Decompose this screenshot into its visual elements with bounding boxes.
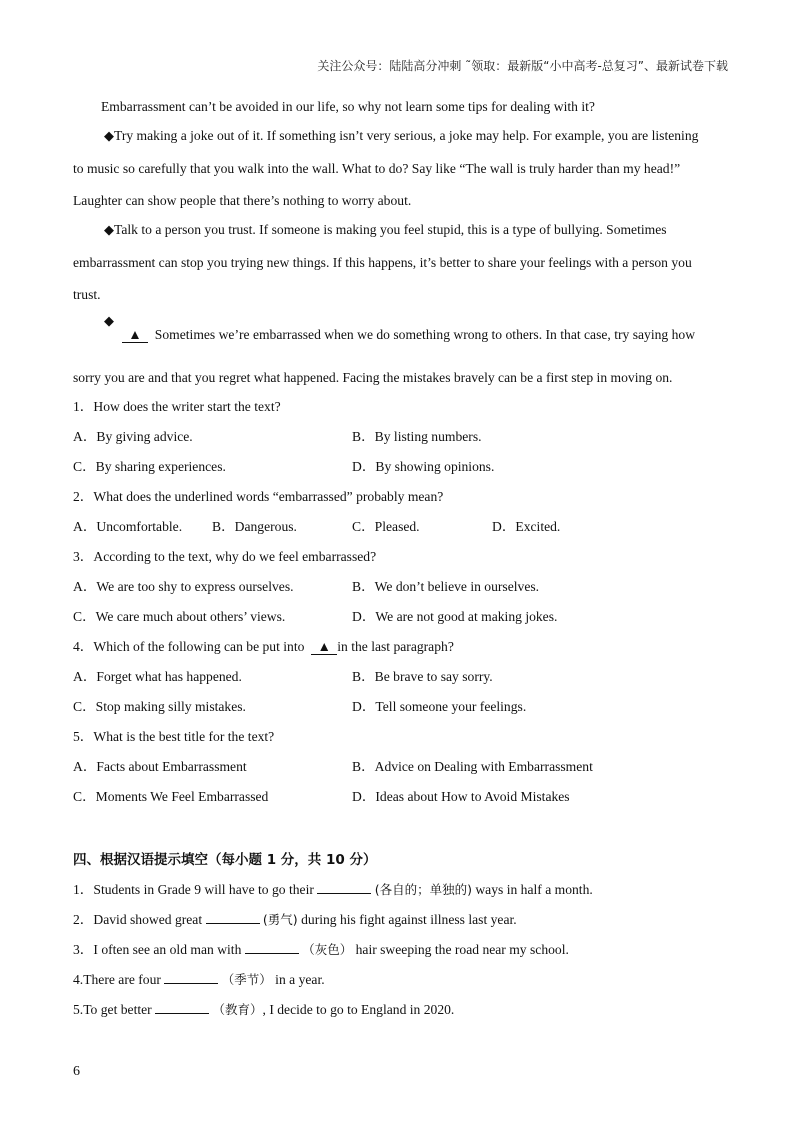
question-4-option-d: D．Tell someone your feelings. bbox=[352, 699, 527, 714]
tip-2-line-1 bbox=[104, 223, 667, 237]
fill-item-text: 1．Students in Grade 9 will have to go their bbox=[73, 882, 314, 897]
question-4-stem-end: in the last paragraph? bbox=[337, 639, 454, 654]
tip-1-line-2: to music so carefully that you walk into the wall. What to do? Say like “The wall is truly harder than my head!” bbox=[73, 161, 681, 176]
question-2-stem: 2．What does the underlined words “embarrassed” probably mean? bbox=[73, 489, 444, 504]
fill-item-text: 4.There are four bbox=[73, 972, 161, 987]
page-number: 6 bbox=[73, 1064, 80, 1079]
fill-blank bbox=[206, 909, 260, 924]
fill-item-text-end: during his fight against illness last year. bbox=[301, 912, 517, 927]
diamond-icon: ◆ bbox=[104, 223, 114, 238]
fill-item-text: 3．I often see an old man with bbox=[73, 942, 242, 957]
question-4-stem bbox=[73, 640, 454, 655]
tip-2-line-3: trust. bbox=[73, 287, 101, 302]
fill-item-text-end: ways in half a month. bbox=[475, 882, 593, 897]
tip-2-text: Talk to a person you trust. If someone is making you feel stupid, this is a type of bullying. Sometimes bbox=[114, 222, 667, 237]
fill-hint: （季节） bbox=[221, 972, 272, 987]
question-4-option-c: C．Stop making silly mistakes. bbox=[73, 699, 246, 714]
question-2-option-b: B．Dangerous. bbox=[212, 519, 297, 534]
question-4-option-a: A．Forget what has happened. bbox=[73, 669, 242, 684]
tip-3-text: Sometimes we’re embarrassed when we do something wrong to others. In that case, try saying how bbox=[154, 327, 696, 342]
passage-intro: Embarrassment can’t be avoided in our life, so why not learn some tips for dealing with it? bbox=[101, 99, 595, 114]
fill-hint: (勇气) bbox=[262, 912, 298, 927]
fill-item-2 bbox=[73, 909, 517, 927]
question-5-option-b: B．Advice on Dealing with Embarrassment bbox=[352, 759, 593, 774]
tip-3-line-2: sorry you are and that you regret what happened. Facing the mistakes bravely can be a first step in moving on. bbox=[73, 370, 673, 385]
tip-2-line-2: embarrassment can stop you trying new things. If this happens, it’s better to share your feelings with a person you bbox=[73, 255, 692, 270]
question-1-option-d: D．By showing opinions. bbox=[352, 459, 495, 474]
fill-item-text: 5.To get better bbox=[73, 1002, 152, 1017]
question-1-option-c: C．By sharing experiences. bbox=[73, 459, 226, 474]
question-4-option-b: B．Be brave to say sorry. bbox=[352, 669, 493, 684]
fill-blank bbox=[164, 969, 218, 984]
question-5-option-a: A．Facts about Embarrassment bbox=[73, 759, 247, 774]
fill-blank bbox=[155, 999, 209, 1014]
fill-hint: (各自的；单独的) bbox=[374, 882, 472, 897]
tip-3-line-1 bbox=[122, 328, 695, 343]
fill-blank bbox=[245, 939, 299, 954]
question-1-stem: 1．How does the writer start the text? bbox=[73, 399, 281, 414]
fill-item-text-end: , I decide to go to England in 2020. bbox=[262, 1002, 455, 1017]
question-4-stem-text: 4．Which of the following can be put into bbox=[73, 639, 305, 654]
question-2-option-c: C．Pleased. bbox=[352, 519, 420, 534]
fill-hint: （灰色） bbox=[302, 942, 353, 957]
question-2-option-a: A．Uncomfortable. bbox=[73, 519, 183, 534]
fill-item-4 bbox=[73, 969, 325, 987]
fill-item-1 bbox=[73, 879, 593, 897]
question-3-option-b: B．We don’t believe in ourselves. bbox=[352, 579, 540, 594]
tip-1-line-1 bbox=[104, 129, 698, 143]
question-3-option-a: A．We are too shy to express ourselves. bbox=[73, 579, 294, 594]
question-3-option-c: C．We care much about others’ views. bbox=[73, 609, 286, 624]
question-1-option-b: B．By listing numbers. bbox=[352, 429, 482, 444]
diamond-icon: ◆ bbox=[104, 129, 114, 144]
answer-blank: ▲ bbox=[122, 328, 148, 343]
question-3-option-d: D．We are not good at making jokes. bbox=[352, 609, 558, 624]
tip-1-line-3: Laughter can show people that there’s nothing to worry about. bbox=[73, 193, 412, 208]
fill-item-text: 2．David showed great bbox=[73, 912, 203, 927]
question-2-option-d: D．Excited. bbox=[492, 519, 561, 534]
fill-item-5 bbox=[73, 999, 454, 1017]
fill-item-text-end: in a year. bbox=[275, 972, 325, 987]
question-5-option-c: C．Moments We Feel Embarrassed bbox=[73, 789, 269, 804]
diamond-icon: ◆ bbox=[104, 314, 114, 329]
fill-blank bbox=[317, 879, 371, 894]
tip-1-text: Try making a joke out of it. If something isn’t very serious, a joke may help. For example, you are listening bbox=[114, 128, 699, 143]
fill-hint: （教育） bbox=[212, 1002, 263, 1017]
answer-blank: ▲ bbox=[311, 640, 337, 655]
fill-item-3 bbox=[73, 939, 569, 957]
question-5-option-d: D．Ideas about How to Avoid Mistakes bbox=[352, 789, 570, 804]
question-5-stem: 5．What is the best title for the text? bbox=[73, 729, 275, 744]
fill-item-text-end: hair sweeping the road near my school. bbox=[355, 942, 569, 957]
page-header: 关注公众号：陆陆高分冲刺 ˜领取：最新版“小中高考-总复习”、最新试卷下载 bbox=[317, 59, 728, 73]
section-4-title: 四、根据汉语提示填空（每小题 1 分，共 10 分） bbox=[73, 852, 377, 868]
question-3-stem: 3．According to the text, why do we feel embarrassed? bbox=[73, 549, 377, 564]
question-1-option-a: A．By giving advice. bbox=[73, 429, 193, 444]
